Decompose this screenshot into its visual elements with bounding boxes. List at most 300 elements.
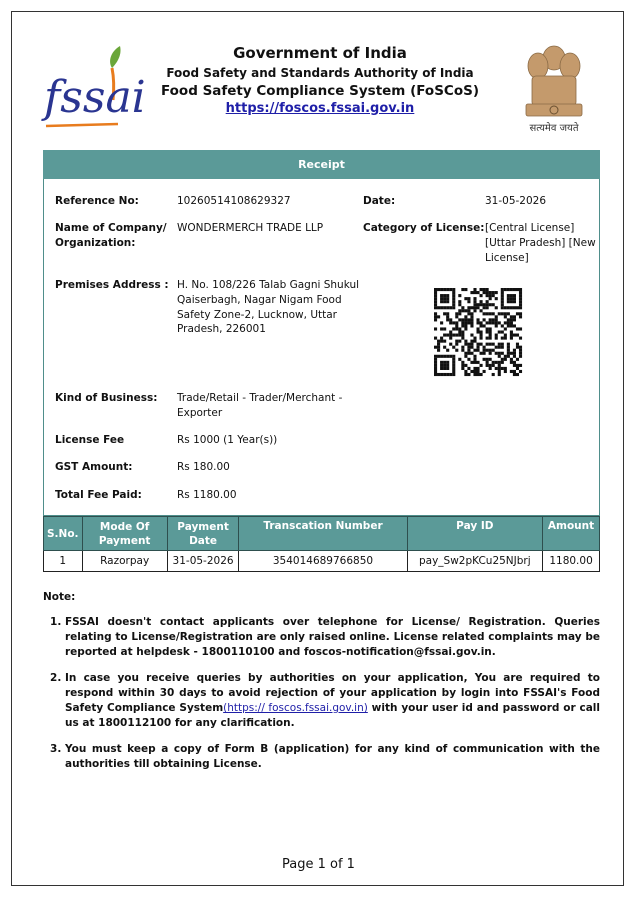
qr-module [470, 361, 473, 364]
qr-module [480, 334, 483, 337]
qr-module [440, 321, 443, 324]
qr-module [513, 373, 516, 376]
qr-module [504, 327, 507, 330]
qr-module [473, 337, 476, 340]
qr-module [486, 361, 489, 364]
premises-line3: Safety Zone-2, Lucknow, Uttar [177, 309, 337, 321]
header-government: Government of India [233, 44, 407, 62]
qr-module [452, 346, 455, 349]
qr-module [498, 361, 501, 364]
qr-module [464, 309, 467, 312]
qr-module [473, 340, 476, 343]
qr-module [437, 346, 440, 349]
qr-module [519, 306, 522, 309]
qr-module [507, 352, 510, 355]
qr-module [467, 309, 470, 312]
qr-module [483, 288, 486, 291]
qr-module [434, 312, 437, 315]
qr-module [476, 367, 479, 370]
qr-module [501, 352, 504, 355]
qr-module [458, 318, 461, 321]
qr-module [434, 373, 437, 376]
qr-module [446, 364, 449, 367]
qr-module [467, 312, 470, 315]
qr-module [507, 343, 510, 346]
qr-module [449, 306, 452, 309]
qr-module [513, 300, 516, 303]
qr-module [501, 306, 504, 309]
qr-module [470, 370, 473, 373]
qr-module [437, 288, 440, 291]
qr-module [510, 358, 513, 361]
qr-module [501, 361, 504, 364]
qr-module [489, 334, 492, 337]
qr-module [480, 288, 483, 291]
qr-module [455, 349, 458, 352]
qr-module [440, 306, 443, 309]
qr-module [452, 373, 455, 376]
qr-module [501, 294, 504, 297]
qr-module [434, 327, 437, 330]
qr-module [519, 315, 522, 318]
qr-module [452, 321, 455, 324]
company-label-line1: Name of Company/ [55, 222, 167, 234]
fssai-logo [40, 38, 146, 134]
qr-module [434, 367, 437, 370]
transaction-table [43, 516, 600, 572]
qr-module [507, 312, 510, 315]
qr-module [483, 318, 486, 321]
qr-module [443, 340, 446, 343]
qr-module [513, 324, 516, 327]
qr-module [434, 291, 437, 294]
qr-module [449, 337, 452, 340]
premises-label: Premises Address : [55, 279, 169, 291]
qr-module [464, 324, 467, 327]
qr-module [434, 300, 437, 303]
qr-module [434, 361, 437, 364]
qr-module [483, 358, 486, 361]
qr-module [504, 321, 507, 324]
qr-module [440, 364, 443, 367]
qr-module [486, 321, 489, 324]
qr-module [452, 291, 455, 294]
header-amount: Amount [543, 517, 600, 551]
qr-module [464, 321, 467, 324]
qr-module [476, 370, 479, 373]
qr-module [446, 315, 449, 318]
qr-module [498, 370, 501, 373]
qr-module [446, 297, 449, 300]
qr-module [434, 297, 437, 300]
page-number: Page 1 of 1 [282, 857, 355, 872]
qr-module [489, 303, 492, 306]
qr-module [476, 343, 479, 346]
note-item: 1. FSSAI doesn't contact applicants over telephone for License/ Registration. Queries relating to License/Registration are only raised online. License related complaints may be reported at helpdesk - 1800110100 and foscos-notification@fssai.gov.in. [65, 615, 600, 660]
qr-module [507, 318, 510, 321]
qr-module [486, 349, 489, 352]
cell-mode: Razorpay [82, 551, 167, 572]
qr-module [510, 306, 513, 309]
qr-module [437, 343, 440, 346]
qr-module [446, 355, 449, 358]
qr-module [443, 312, 446, 315]
qr-module [473, 355, 476, 358]
qr-module [449, 343, 452, 346]
qr-module [480, 330, 483, 333]
table-header-row [44, 517, 600, 551]
qr-module [461, 330, 464, 333]
qr-module [458, 334, 461, 337]
qr-module [467, 346, 470, 349]
qr-module [501, 358, 504, 361]
qr-module [476, 306, 479, 309]
qr-module [513, 361, 516, 364]
qr-module [476, 346, 479, 349]
gst-label: GST Amount: [55, 461, 133, 473]
qr-module [516, 334, 519, 337]
qr-module [519, 349, 522, 352]
qr-module [519, 294, 522, 297]
qr-module [504, 306, 507, 309]
qr-module [434, 337, 437, 340]
qr-module [507, 306, 510, 309]
qr-module [513, 315, 516, 318]
receipt-title: Receipt [43, 150, 600, 179]
qr-module [461, 309, 464, 312]
qr-module [480, 343, 483, 346]
qr-module [458, 330, 461, 333]
qr-module [464, 297, 467, 300]
qr-module [492, 303, 495, 306]
header-url-link[interactable]: https://foscos.fssai.gov.in [225, 101, 415, 116]
qr-module [495, 318, 498, 321]
qr-module [489, 297, 492, 300]
qr-module [443, 306, 446, 309]
qr-module [446, 306, 449, 309]
qr-module [513, 349, 516, 352]
qr-module [461, 361, 464, 364]
qr-module [501, 288, 504, 291]
qr-module [440, 337, 443, 340]
qr-module [498, 364, 501, 367]
qr-module [504, 370, 507, 373]
qr-module [434, 364, 437, 367]
qr-module [489, 349, 492, 352]
qr-module [452, 300, 455, 303]
qr-module [513, 352, 516, 355]
qr-module [467, 349, 470, 352]
qr-module [501, 300, 504, 303]
qr-module [467, 367, 470, 370]
qr-module [492, 321, 495, 324]
qr-module [461, 337, 464, 340]
qr-module [495, 297, 498, 300]
qr-module [473, 303, 476, 306]
qr-module [501, 337, 504, 340]
qr-module [437, 315, 440, 318]
qr-module [510, 300, 513, 303]
qr-module [440, 294, 443, 297]
qr-module [473, 306, 476, 309]
qr-module [470, 315, 473, 318]
qr-module [464, 343, 467, 346]
qr-module [513, 288, 516, 291]
foscos-link[interactable]: (https:// foscos.fssai.gov.in) [223, 702, 368, 714]
qr-module [504, 334, 507, 337]
qr-module [464, 355, 467, 358]
qr-module [440, 367, 443, 370]
qr-module [446, 361, 449, 364]
gst-value: Rs 180.00 [177, 461, 230, 473]
qr-module [464, 327, 467, 330]
qr-module [470, 321, 473, 324]
qr-module [510, 334, 513, 337]
qr-module [440, 361, 443, 364]
qr-module [480, 373, 483, 376]
table-row [44, 551, 600, 572]
qr-module [443, 300, 446, 303]
qr-module [446, 318, 449, 321]
header-system: Food Safety Compliance System (FoSCoS) [160, 83, 479, 99]
qr-module [480, 352, 483, 355]
qr-module [510, 315, 513, 318]
qr-module [483, 352, 486, 355]
qr-module [458, 358, 461, 361]
qr-module [492, 364, 495, 367]
qr-module [461, 324, 464, 327]
qr-module [452, 367, 455, 370]
qr-module [486, 330, 489, 333]
qr-module [513, 364, 516, 367]
qr-module [516, 288, 519, 291]
qr-module [489, 312, 492, 315]
qr-module [510, 370, 513, 373]
qr-module [495, 337, 498, 340]
qr-module [443, 294, 446, 297]
qr-module [470, 346, 473, 349]
qr-module [476, 373, 479, 376]
total-fee-label: Total Fee Paid: [55, 489, 142, 501]
qr-module [470, 312, 473, 315]
qr-module [440, 340, 443, 343]
header-sno: S.No. [44, 517, 83, 551]
qr-module [516, 358, 519, 361]
qr-module [437, 373, 440, 376]
qr-module [470, 306, 473, 309]
reference-label: Reference No: [55, 195, 139, 207]
qr-module [446, 373, 449, 376]
qr-module [480, 337, 483, 340]
qr-module [458, 303, 461, 306]
qr-module [461, 349, 464, 352]
qr-module [519, 370, 522, 373]
qr-module [464, 352, 467, 355]
qr-module [483, 312, 486, 315]
qr-module [476, 327, 479, 330]
qr-module [446, 349, 449, 352]
business-line2: Exporter [177, 407, 223, 419]
qr-module [452, 361, 455, 364]
qr-module [516, 327, 519, 330]
qr-module [486, 294, 489, 297]
qr-module [461, 364, 464, 367]
qr-module [501, 346, 504, 349]
qr-module [516, 373, 519, 376]
qr-module [446, 367, 449, 370]
qr-module [452, 306, 455, 309]
qr-module [476, 349, 479, 352]
qr-module [501, 330, 504, 333]
business-label: Kind of Business: [55, 392, 158, 404]
qr-module [452, 303, 455, 306]
qr-module [473, 288, 476, 291]
qr-module [480, 300, 483, 303]
qr-module [492, 349, 495, 352]
qr-module [467, 306, 470, 309]
qr-module [489, 358, 492, 361]
qr-module [495, 367, 498, 370]
qr-module [455, 312, 458, 315]
qr-module [501, 312, 504, 315]
qr-module [507, 300, 510, 303]
qr-module [510, 318, 513, 321]
qr-module [464, 370, 467, 373]
license-fee-value: Rs 1000 (1 Year(s)) [177, 434, 278, 446]
qr-module [513, 294, 516, 297]
qr-module [492, 294, 495, 297]
qr-module [501, 291, 504, 294]
qr-module [510, 294, 513, 297]
qr-module [470, 340, 473, 343]
header-pay-id: Pay ID [407, 517, 543, 551]
qr-module [443, 327, 446, 330]
premises-line1: H. No. 108/226 Talab Gagni Shukul [177, 279, 360, 291]
qr-module [452, 288, 455, 291]
qr-module [486, 288, 489, 291]
qr-module [510, 337, 513, 340]
qr-module [476, 361, 479, 364]
qr-module [513, 297, 516, 300]
qr-module [473, 373, 476, 376]
qr-module [434, 370, 437, 373]
qr-module [489, 318, 492, 321]
qr-module [440, 327, 443, 330]
qr-module [476, 330, 479, 333]
qr-module [486, 358, 489, 361]
qr-module [492, 312, 495, 315]
cell-pay-id: pay_Sw2pKCu25NJbrj [407, 551, 543, 572]
qr-module [498, 346, 501, 349]
qr-module [434, 294, 437, 297]
qr-module [486, 303, 489, 306]
qr-module [507, 321, 510, 324]
qr-module [519, 355, 522, 358]
qr-module [519, 346, 522, 349]
qr-module [437, 306, 440, 309]
qr-module [519, 300, 522, 303]
category-value-line1: [Central License] [485, 222, 575, 234]
qr-module [489, 367, 492, 370]
note-item: 3. You must keep a copy of Form B (application) for any kind of communication with the authorities till obtaining License. [65, 742, 600, 772]
qr-module [467, 358, 470, 361]
qr-module [480, 294, 483, 297]
qr-module [519, 327, 522, 330]
qr-module [452, 327, 455, 330]
qr-module [504, 358, 507, 361]
note-title: Note: [43, 591, 76, 603]
qr-module [516, 346, 519, 349]
qr-module [449, 288, 452, 291]
header-authority: Food Safety and Standards Authority of India [166, 66, 474, 80]
qr-module [492, 343, 495, 346]
qr-module [519, 364, 522, 367]
company-label-line2: Organization: [55, 237, 136, 249]
qr-module [504, 288, 507, 291]
qr-module [516, 367, 519, 370]
cell-amount: 1180.00 [543, 551, 600, 572]
qr-module [489, 321, 492, 324]
qr-module [452, 358, 455, 361]
qr-module [452, 370, 455, 373]
qr-module [470, 352, 473, 355]
business-line1: Trade/Retail - Trader/Merchant - [177, 392, 343, 404]
qr-module [461, 288, 464, 291]
qr-module [467, 321, 470, 324]
qr-module [449, 321, 452, 324]
qr-module [498, 312, 501, 315]
qr-module [489, 337, 492, 340]
qr-module [470, 324, 473, 327]
qr-module [483, 346, 486, 349]
qr-module [495, 334, 498, 337]
qr-module [446, 294, 449, 297]
qr-module [455, 340, 458, 343]
qr-module [501, 297, 504, 300]
qr-module [489, 291, 492, 294]
qr-module [443, 367, 446, 370]
qr-module [510, 297, 513, 300]
qr-module [473, 291, 476, 294]
company-value: WONDERMERCH TRADE LLP [177, 222, 324, 234]
qr-module [480, 364, 483, 367]
qr-module [504, 337, 507, 340]
category-value-line3: License] [485, 252, 529, 264]
qr-module [440, 288, 443, 291]
qr-module [434, 355, 437, 358]
qr-module [504, 355, 507, 358]
cell-transaction-number: 354014689766850 [239, 551, 407, 572]
qr-module [470, 291, 473, 294]
qr-module [489, 364, 492, 367]
qr-module [461, 334, 464, 337]
qr-module [470, 318, 473, 321]
qr-module [498, 373, 501, 376]
qr-module [464, 364, 467, 367]
qr-module [507, 346, 510, 349]
header-payment-date: Payment Date [167, 517, 239, 551]
qr-module [452, 297, 455, 300]
qr-module [440, 297, 443, 300]
qr-module [455, 315, 458, 318]
qr-module [437, 340, 440, 343]
qr-module [498, 343, 501, 346]
qr-module [464, 373, 467, 376]
qr-module [434, 306, 437, 309]
qr-code [434, 288, 522, 376]
qr-module [480, 309, 483, 312]
qr-module [480, 324, 483, 327]
